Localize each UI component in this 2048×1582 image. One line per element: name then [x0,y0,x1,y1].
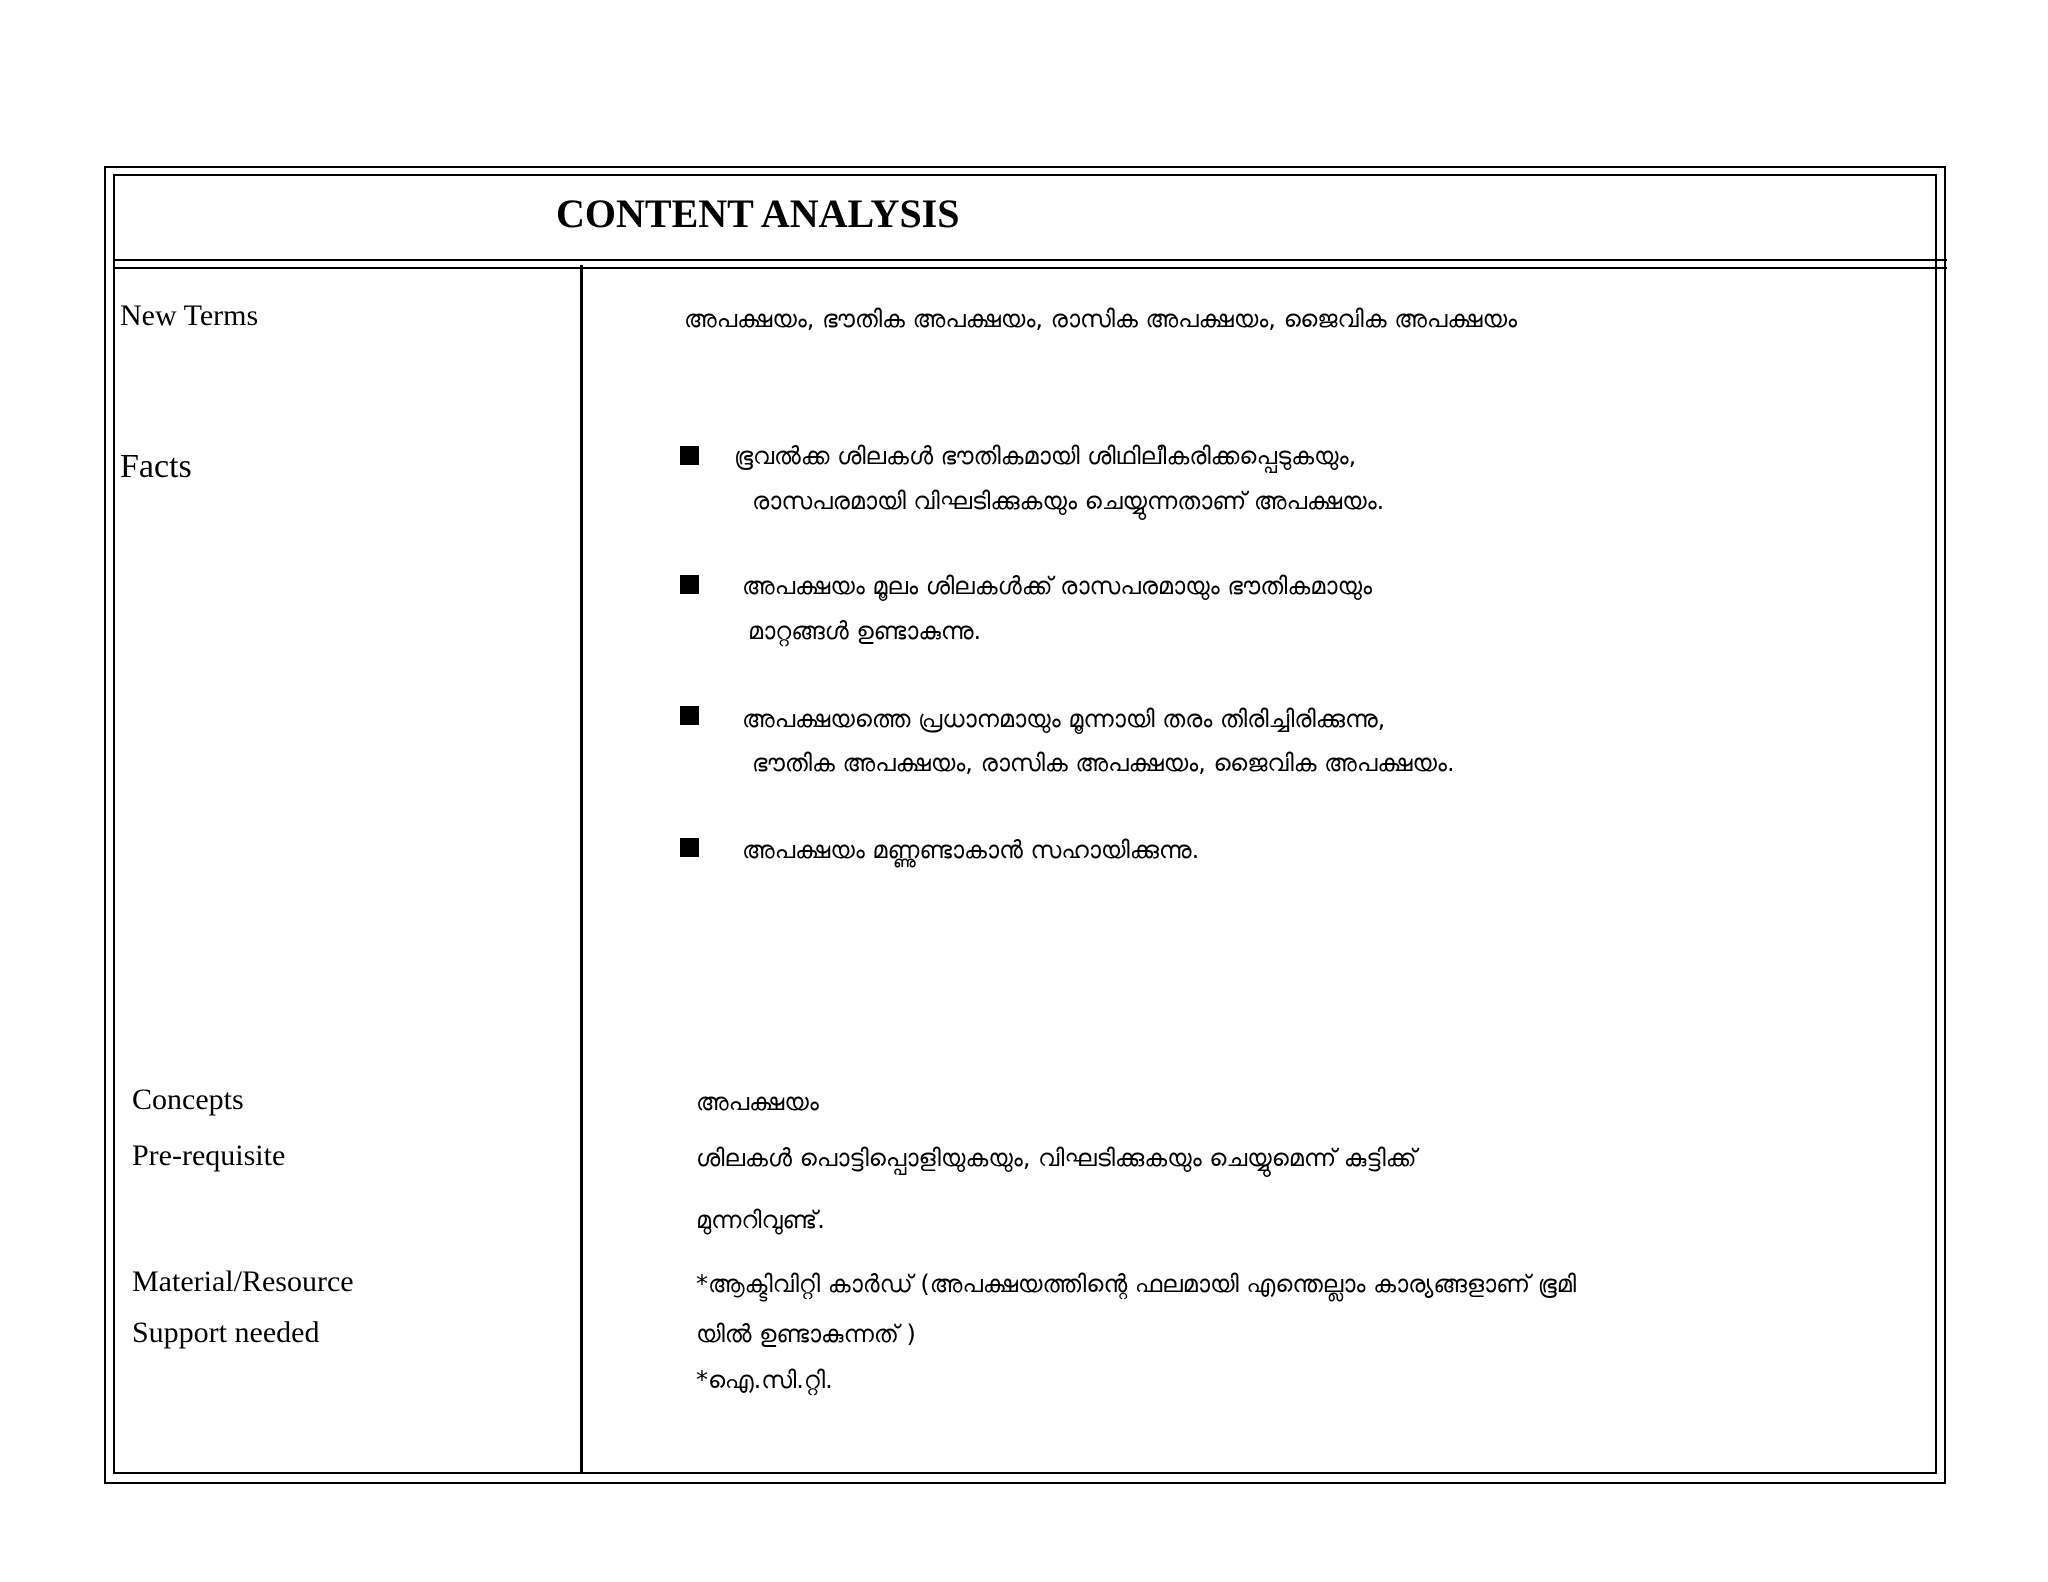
concepts-label: Concepts [132,1083,244,1116]
fact-bullet-2 [680,575,699,594]
title-rule-bottom [113,267,1947,269]
fact-1-line1: ഭൂവൽക്ക ശിലകൾ ഭൗതികമായി ശിഥിലീകരിക്കപ്പെടുകയും, [734,442,1357,470]
prerequisite-line2: മുന്നറിവുണ്ട്. [696,1206,825,1234]
fact-1-line2: രാസപരമായി വിഘടിക്കുകയും ചെയ്യുന്നതാണ് അപക്ഷയം. [752,487,1385,515]
fact-3-line1: അപക്ഷയത്തെ പ്രധാനമായും മൂന്നായി തരം തിരിച്ചിരിക്കുന്നു, [742,705,1386,733]
fact-bullet-3 [680,706,699,725]
column-divider [580,265,583,1474]
fact-bullet-4 [680,838,699,857]
material-label-line2: Support needed [132,1316,320,1349]
fact-bullet-1 [680,446,699,465]
facts-label: Facts [120,448,192,485]
fact-3-line2: ഭൗതിക അപക്ഷയം, രാസിക അപക്ഷയം, ജൈവിക അപക്ഷയം. [752,749,1455,777]
fact-2-line1: അപക്ഷയം മൂലം ശിലകൾക്ക് രാസപരമായും ഭൗതികമായും [742,572,1373,600]
title-rule-top [113,259,1947,261]
prerequisite-label: Pre-requisite [132,1139,286,1172]
concepts-value: അപക്ഷയം [696,1088,819,1116]
material-label-line1: Material/Resource [132,1265,354,1298]
material-line3: *ഐ.സി.റ്റി. [696,1366,833,1394]
new-terms-label: New Terms [120,299,259,332]
prerequisite-line1: ശിലകൾ പൊട്ടിപ്പൊളിയുകയും, വിഘടിക്കുകയും ചെയ്യുമെന്ന് കുട്ടിക്ക് [696,1144,1417,1172]
fact-2-line2: മാറ്റങ്ങൾ ഉണ്ടാകുന്നു. [748,617,982,645]
material-line2: യിൽ ഉണ്ടാകുന്നത് ) [696,1320,916,1348]
new-terms-value: അപക്ഷയം, ഭൗതിക അപക്ഷയം, രാസിക അപക്ഷയം, ജൈവിക അപക്ഷയം [684,305,1518,333]
page-title: CONTENT ANALYSIS [556,191,960,236]
fact-4-line1: അപക്ഷയം മണ്ണുണ്ടാകാൻ സഹായിക്കുന്നു. [742,836,1200,864]
material-line1: *ആക്ടിവിറ്റി കാർഡ് (അപക്ഷയത്തിന്റെ ഫലമായി എന്തെല്ലാം കാര്യങ്ങളാണ് ഭൂമി [696,1270,1577,1298]
